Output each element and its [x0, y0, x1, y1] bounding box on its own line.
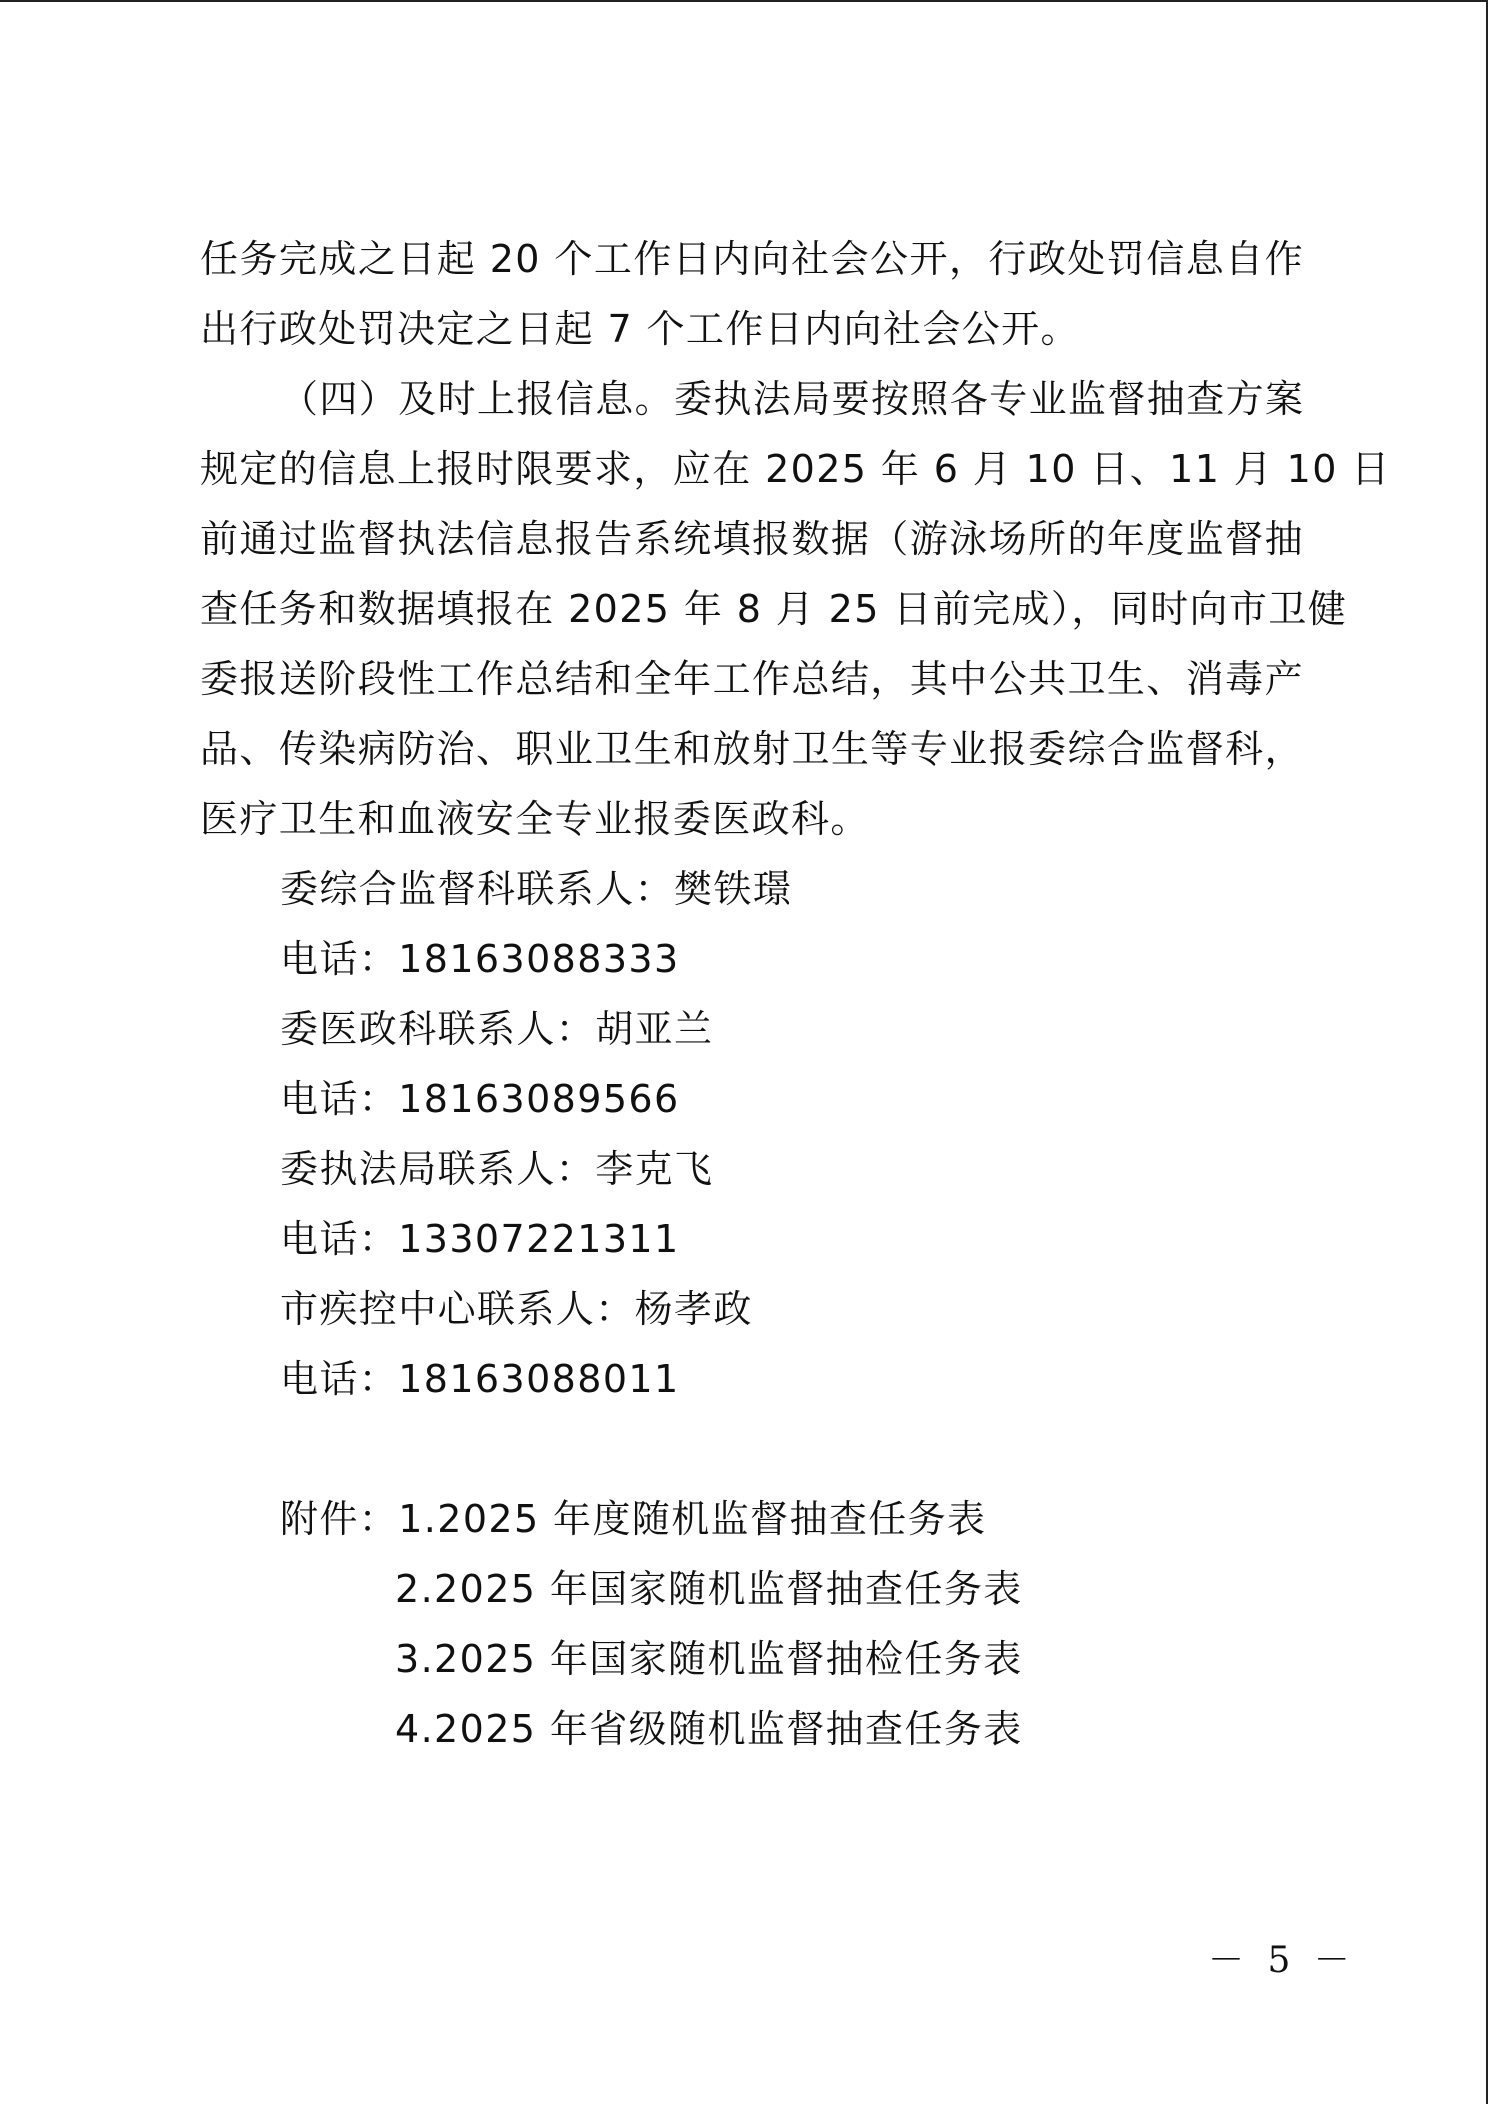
paragraph-line: 前通过监督执法信息报告系统填报数据（游泳场所的年度监督抽 [200, 517, 1304, 561]
paragraph-line: （四）及时上报信息。委执法局要按照各专业监督抽查方案 [280, 377, 1305, 421]
paragraph-line: 出行政处罚决定之日起 7 个工作日内向社会公开。 [200, 307, 1080, 351]
attachment-item: 2.2025 年国家随机监督抽查任务表 [395, 1567, 1023, 1611]
contact-name: 委综合监督科联系人：樊铁璟 [280, 867, 793, 911]
contact-phone: 电话：18163088011 [280, 1357, 680, 1401]
contact-phone: 电话：18163089566 [280, 1077, 680, 1121]
contact-name: 委医政科联系人：胡亚兰 [280, 1007, 714, 1051]
document-body [200, 224, 1391, 1764]
paragraph-line: 查任务和数据填报在 2025 年 8 月 25 日前完成），同时向市卫健 [200, 587, 1348, 631]
blank-line [200, 1414, 1304, 1484]
contact-phone: 电话：13307221311 [280, 1217, 680, 1261]
attachment-item: 附件：1.2025 年度随机监督抽查任务表 [280, 1497, 987, 1541]
paragraph-line: 规定的信息上报时限要求，应在 2025 年 6 月 10 日、11 月 10 日 [200, 447, 1391, 491]
paragraph-line: 医疗卫生和血液安全专业报委医政科。 [200, 797, 870, 841]
contact-name: 市疾控中心联系人：杨孝政 [280, 1287, 753, 1331]
attachment-item: 3.2025 年国家随机监督抽检任务表 [395, 1637, 1023, 1681]
page-number: － 5 － [1208, 1940, 1356, 1981]
paragraph-line: 任务完成之日起 20 个工作日内向社会公开，行政处罚信息自作 [200, 237, 1304, 281]
contact-phone: 电话：18163088333 [280, 937, 680, 981]
attachment-item: 4.2025 年省级随机监督抽查任务表 [395, 1707, 1023, 1751]
paragraph-line: 委报送阶段性工作总结和全年工作总结，其中公共卫生、消毒产 [200, 657, 1304, 701]
paragraph-line: 品、传染病防治、职业卫生和放射卫生等专业报委综合监督科， [200, 727, 1304, 771]
page-edge-top [0, 0, 1488, 2]
contact-name: 委执法局联系人：李克飞 [280, 1147, 714, 1191]
